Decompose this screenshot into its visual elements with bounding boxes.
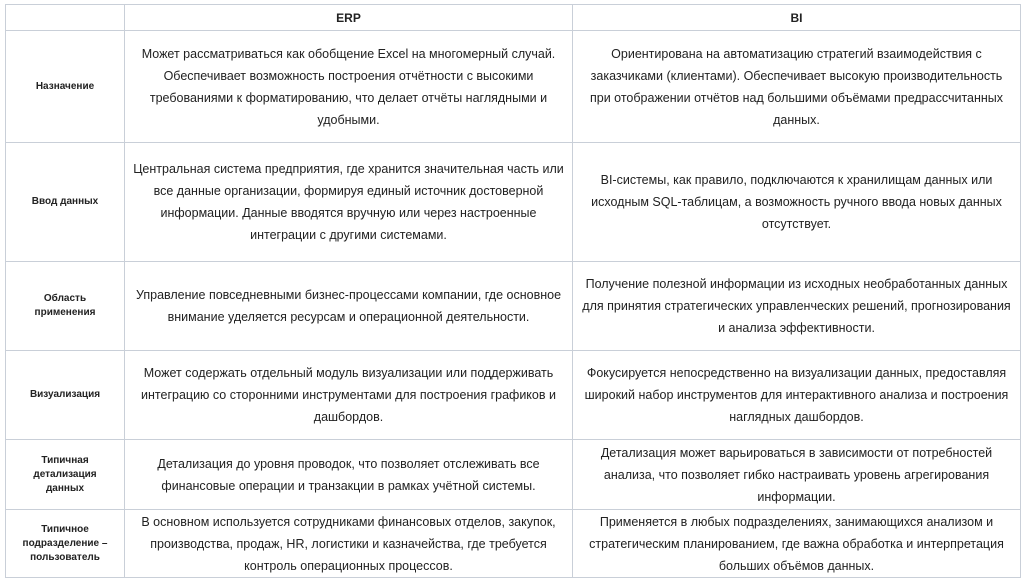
header-bi: BI bbox=[573, 5, 1021, 31]
row-label: Визуализация bbox=[6, 351, 125, 440]
erp-cell: Может рассматриваться как обобщение Excel на многомерный случай. Обеспечивает возможность построения отчётности с высокими требованиями к форматированию, что делает отчёты наглядными и удобными. bbox=[125, 31, 573, 143]
row-label: Ввод данных bbox=[6, 143, 125, 262]
row-label: Типичное подразделение – пользователь bbox=[6, 510, 125, 578]
bi-cell: Ориентирована на автоматизацию стратегий взаимодействия с заказчиками (клиентами). Обеспечивает высокую производительность при отображении отчётов над большими объёмами предрассчитанных данных. bbox=[573, 31, 1021, 143]
header-erp: ERP bbox=[125, 5, 573, 31]
erp-cell: Может содержать отдельный модуль визуализации или поддерживать интеграцию со сторонними инструментами для построения графиков и дашбордов. bbox=[125, 351, 573, 440]
bi-cell: Фокусируется непосредственно на визуализации данных, предоставляя широкий набор инструментов для интерактивного анализа и построения наглядных дашбордов. bbox=[573, 351, 1021, 440]
table-row bbox=[6, 351, 1021, 440]
table-row bbox=[6, 510, 1021, 578]
bi-cell: Детализация может варьироваться в зависимости от потребностей анализа, что позволяет гибко настраивать уровень агрегирования информации. bbox=[573, 440, 1021, 510]
bi-cell: Применяется в любых подразделениях, занимающихся анализом и стратегическим планированием, где важна обработка и интерпретация больших объёмов данных. bbox=[573, 510, 1021, 578]
erp-cell: Центральная система предприятия, где хранится значительная часть или все данные организации, формируя единый источник достоверной информации. Данные вводятся вручную или через настроенные интеграции с другими системами. bbox=[125, 143, 573, 262]
row-label: Область применения bbox=[6, 262, 125, 351]
table-row bbox=[6, 143, 1021, 262]
bi-cell: BI-системы, как правило, подключаются к хранилищам данных или исходным SQL-таблицам, а возможность ручного ввода новых данных отсутствует. bbox=[573, 143, 1021, 262]
table-row bbox=[6, 440, 1021, 510]
comparison-table bbox=[5, 4, 1021, 578]
header-empty bbox=[6, 5, 125, 31]
erp-cell: Детализация до уровня проводок, что позволяет отслеживать все финансовые операции и транзакции в рамках учётной системы. bbox=[125, 440, 573, 510]
table-row bbox=[6, 31, 1021, 143]
row-label: Типичная детализация данных bbox=[6, 440, 125, 510]
table-row bbox=[6, 262, 1021, 351]
bi-cell: Получение полезной информации из исходных необработанных данных для принятия стратегических управленческих решений, прогнозирования и анализа эффективности. bbox=[573, 262, 1021, 351]
erp-cell: В основном используется сотрудниками финансовых отделов, закупок, производства, продаж, HR, логистики и казначейства, где требуется контроль операционных процессов. bbox=[125, 510, 573, 578]
row-label: Назначение bbox=[6, 31, 125, 143]
erp-cell: Управление повседневными бизнес-процессами компании, где основное внимание уделяется ресурсам и операционной деятельности. bbox=[125, 262, 573, 351]
header-row bbox=[6, 5, 1021, 31]
